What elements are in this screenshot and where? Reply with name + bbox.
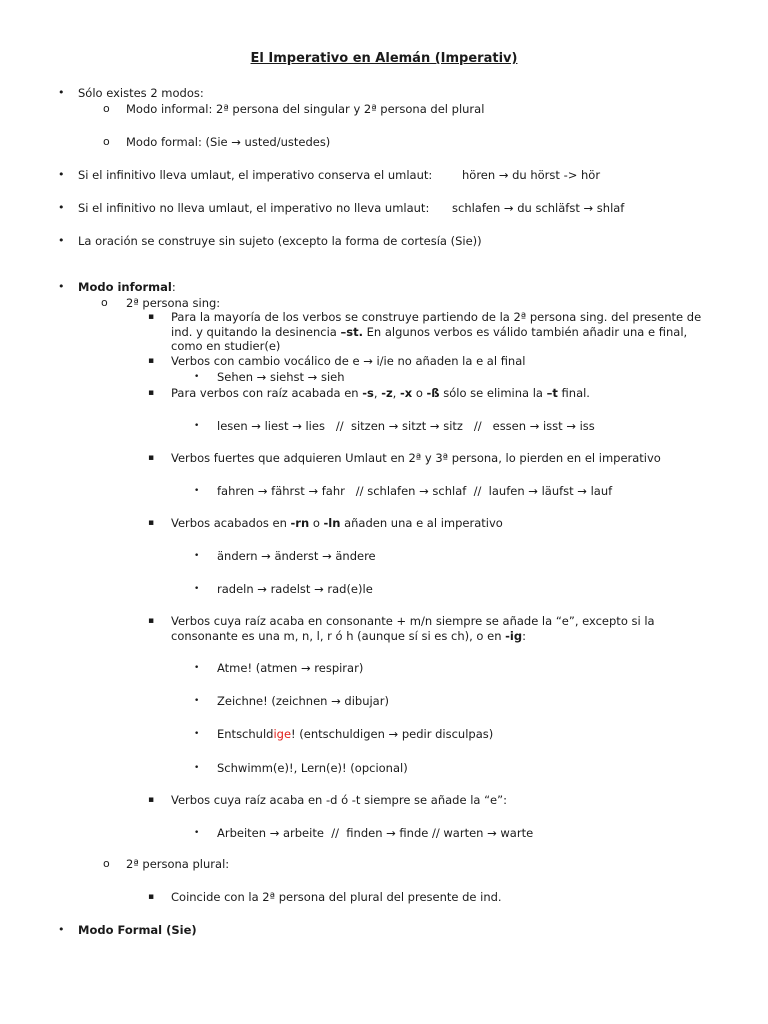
bullet-circle: o (101, 296, 108, 309)
document-title: El Imperativo en Alemán (Imperativ) (250, 51, 518, 66)
bullet-square: ▪ (148, 312, 155, 322)
intro-no-umlaut-example: schlafen → du schläfst → shlaf (452, 201, 625, 215)
bullet-disc: • (194, 729, 200, 739)
bullet-disc: • (58, 234, 65, 247)
bullet-circle: o (103, 857, 110, 870)
intro-informal: Modo informal: 2ª persona del singular y 2ª persona del plural (126, 102, 485, 116)
rule1-line2: ind. y quitando la desinencia –st. En algunos verbos es válido también añadir una e final, (171, 325, 688, 339)
bullet-disc: • (194, 372, 200, 382)
bullet-disc: • (58, 86, 65, 99)
rule6-example-2: Zeichne! (zeichnen → dibujar) (217, 694, 389, 708)
bullet-disc: • (194, 486, 200, 496)
intro-umlaut-example: hören → du hörst -> hör (462, 168, 601, 182)
bullet-circle: o (103, 135, 110, 148)
rule7-example: Arbeiten → arbeite // finden → finde // warten → warte (217, 826, 534, 840)
rule3: Para verbos con raíz acabada en -s, -z, -x o -ß sólo se elimina la –t final. (171, 386, 590, 400)
bullet-square: ▪ (148, 892, 155, 902)
bullet-disc: • (58, 201, 65, 214)
bullet-disc: • (194, 663, 200, 673)
rule7: Verbos cuya raíz acaba en -d ó -t siempre se añade la “e”: (171, 793, 507, 807)
bullet-square: ▪ (148, 795, 155, 805)
formal-heading: Modo Formal (Sie) (78, 923, 197, 937)
rule5-example-2: radeln → radelst → rad(e)le (217, 582, 373, 596)
rule6-example-3: Entschuldige! (entschuldigen → pedir disculpas) (217, 727, 494, 741)
bullet-disc: • (58, 280, 65, 293)
rule6-example-4: Schwimm(e)!, Lern(e)! (opcional) (217, 761, 408, 775)
rule1-line3: como en studier(e) (171, 339, 281, 353)
bullet-circle: o (103, 102, 110, 115)
intro-no-umlaut-rule: Si el infinitivo no lleva umlaut, el imperativo no lleva umlaut: (78, 201, 430, 215)
rule2-example: Sehen → siehst → sieh (217, 370, 345, 384)
intro-sujeto: La oración se construye sin sujeto (excepto la forma de cortesía (Sie)) (78, 234, 482, 248)
bullet-disc: • (194, 551, 200, 561)
sing-heading: 2ª persona sing: (126, 296, 221, 310)
bullet-disc: • (58, 168, 65, 181)
rule3-example: lesen → liest → lies // sitzen → sitzt → sitz // essen → isst → iss (217, 419, 595, 433)
rule2: Verbos con cambio vocálico de e → i/ie no añaden la e al final (171, 354, 526, 368)
intro-modos: Sólo existes 2 modos: (78, 86, 204, 100)
plural-heading: 2ª persona plural: (126, 857, 230, 871)
rule4-example: fahren → fährst → fahr // schlafen → schlaf // laufen → läufst → lauf (217, 484, 613, 498)
rule5-example-1: ändern → änderst → ändere (217, 549, 376, 563)
rule5: Verbos acabados en -rn o -ln añaden una e al imperativo (171, 516, 503, 530)
rule6-example-1: Atme! (atmen → respirar) (217, 661, 364, 675)
plural-rule: Coincide con la 2ª persona del plural del presente de ind. (171, 890, 502, 904)
rule1-line1: Para la mayoría de los verbos se construye partiendo de la 2ª persona sing. del presente de (171, 310, 702, 324)
bullet-square: ▪ (148, 356, 155, 366)
bullet-square: ▪ (148, 453, 155, 463)
bullet-square: ▪ (148, 518, 155, 528)
bullet-square: ▪ (148, 388, 155, 398)
bullet-disc: • (194, 696, 200, 706)
intro-formal: Modo formal: (Sie → usted/ustedes) (126, 135, 331, 149)
intro-umlaut-rule: Si el infinitivo lleva umlaut, el imperativo conserva el umlaut: (78, 168, 433, 182)
bullet-square: ▪ (148, 616, 155, 626)
bullet-disc: • (194, 421, 200, 431)
bullet-disc: • (194, 763, 200, 773)
rule6-line1: Verbos cuya raíz acaba en consonante + m/n siempre se añade la “e”, excepto si la (171, 614, 655, 628)
bullet-disc: • (194, 828, 200, 838)
bullet-disc: • (194, 584, 200, 594)
rule6-line2: consonante es una m, n, l, r ó h (aunque sí si es ch), o en -ig: (171, 629, 526, 643)
rule4: Verbos fuertes que adquieren Umlaut en 2ª y 3ª persona, lo pierden en el imperativo (171, 451, 661, 465)
informal-heading: Modo informal: (78, 280, 176, 294)
bullet-disc: • (58, 923, 65, 936)
